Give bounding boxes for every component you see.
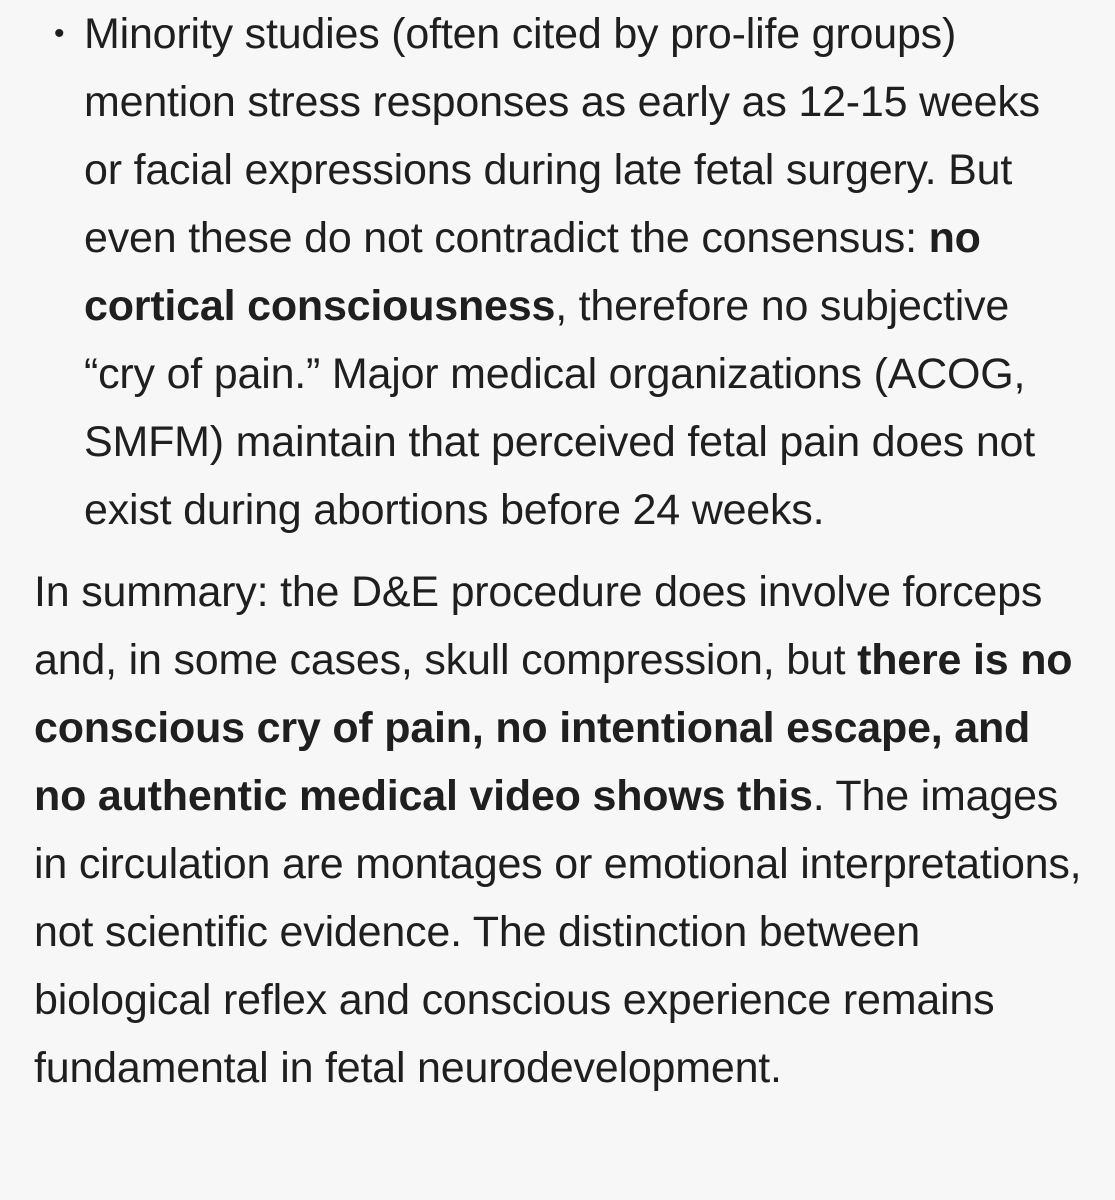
summary-paragraph [34,558,1089,1102]
bullet-bold-phrase: no cortical consciousness [84,214,981,330]
bullet-item-minority-studies [34,0,1089,544]
bullet-text-part-1: Minority studies (often cited by pro-life groups) mention stress responses as early as 12-15 weeks or facial expressions during late fetal surgery. But even these do not contradict the consensus: [84,10,1040,262]
summary-text-part-2: . The images in circulation are montages or emotional interpretations, not scientific evidence. The distinction between biological reflex and conscious experience remains fundamental in fetal neurodevelopment. [34,772,1082,1092]
summary-bold-phrase: there is no conscious cry of pain, no intentional escape, and no authentic medical video shows this [34,636,1073,820]
bullet-text-part-2: , therefore no subjective “cry of pain.” Major medical organizations (ACOG, SMFM) maintain that perceived fetal pain does not exist during abortions before 24 weeks. [84,282,1036,534]
bullet-marker: • [54,17,65,50]
summary-text-part-1: In summary: the D&E procedure does involve forceps and, in some cases, skull compression, but [34,568,1043,684]
bullet-paragraph [84,0,1089,544]
response-content [34,0,1089,1102]
bullet-list [34,0,1089,544]
